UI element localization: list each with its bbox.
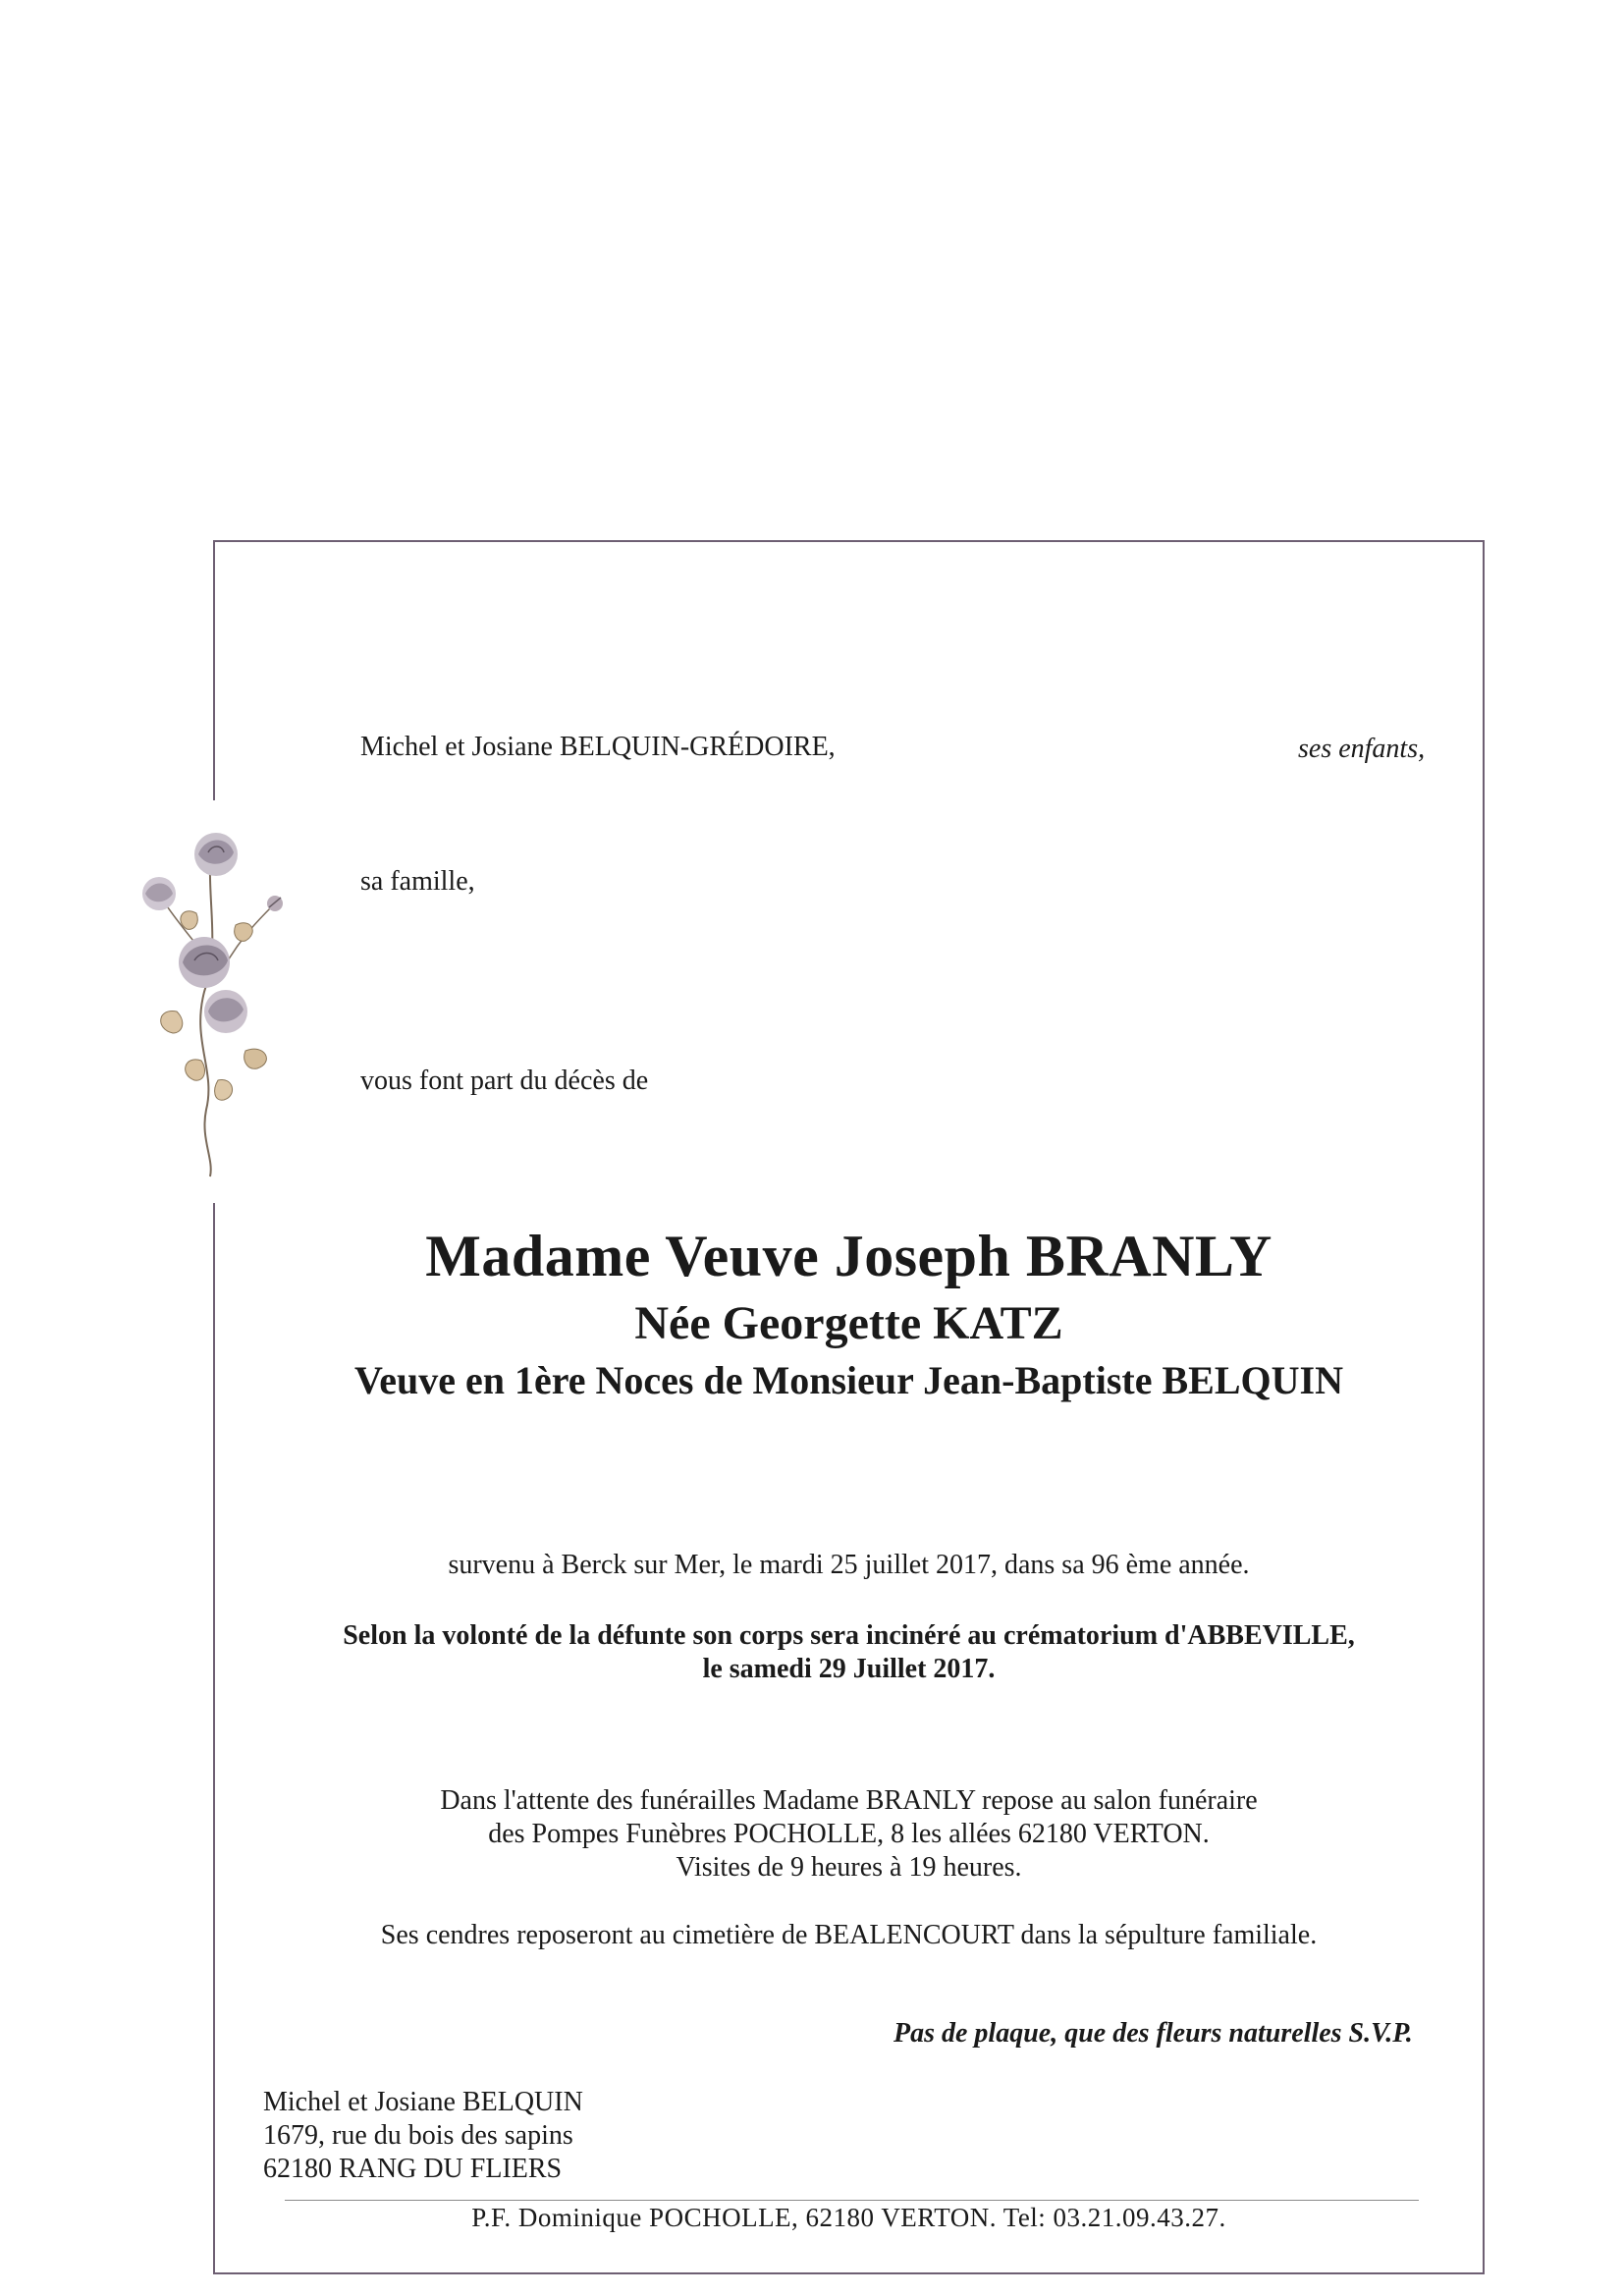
footer-funeral-home: P.F. Dominique POCHOLLE, 62180 VERTON. Tel: 03.21.09.43.27. [471, 2203, 1226, 2232]
sender-relation: ses enfants, [1298, 734, 1426, 764]
footer-divider [285, 2200, 1419, 2201]
death-line: survenu à Berck sur Mer, le mardi 25 juillet 2017, dans sa 96 ème année. [448, 1550, 1250, 1580]
family-line: sa famille, [360, 866, 475, 897]
rest-line-1: Dans l'attente des funérailles Madame BRANLY repose au salon funéraire [440, 1785, 1258, 1816]
rest-line-3: Visites de 9 heures à 19 heures. [676, 1852, 1022, 1883]
deceased-birth-name: Née Georgette KATZ [634, 1297, 1063, 1349]
cremation-line-2: le samedi 29 Juillet 2017. [702, 1654, 996, 1684]
address-line-2: 1679, rue du bois des sapins [263, 2120, 573, 2151]
cremation-line-1: Selon la volonté de la défunte son corps sera incinéré au crématorium d'ABBEVILLE, [343, 1620, 1355, 1651]
rose-branch-icon [128, 815, 295, 1178]
notice-frame [213, 540, 1485, 2274]
sender-line: Michel et Josiane BELQUIN-GRÉDOIRE, [360, 732, 836, 762]
ashes-line: Ses cendres reposeront au cimetière de BEALENCOURT dans la sépulture familiale. [380, 1920, 1318, 1950]
address-line-3: 62180 RANG DU FLIERS [263, 2154, 563, 2184]
announce-line: vous font part du décès de [360, 1066, 649, 1096]
deceased-first-marriage: Veuve en 1ère Noces de Monsieur Jean-Baptiste BELQUIN [354, 1358, 1343, 1402]
address-line-1: Michel et Josiane BELQUIN [263, 2087, 583, 2117]
flowers-note: Pas de plaque, que des fleurs naturelles S.V.P. [893, 2018, 1413, 2049]
rest-line-2: des Pompes Funèbres POCHOLLE, 8 les allées 62180 VERTON. [488, 1819, 1210, 1849]
deceased-name: Madame Veuve Joseph BRANLY [425, 1224, 1272, 1288]
